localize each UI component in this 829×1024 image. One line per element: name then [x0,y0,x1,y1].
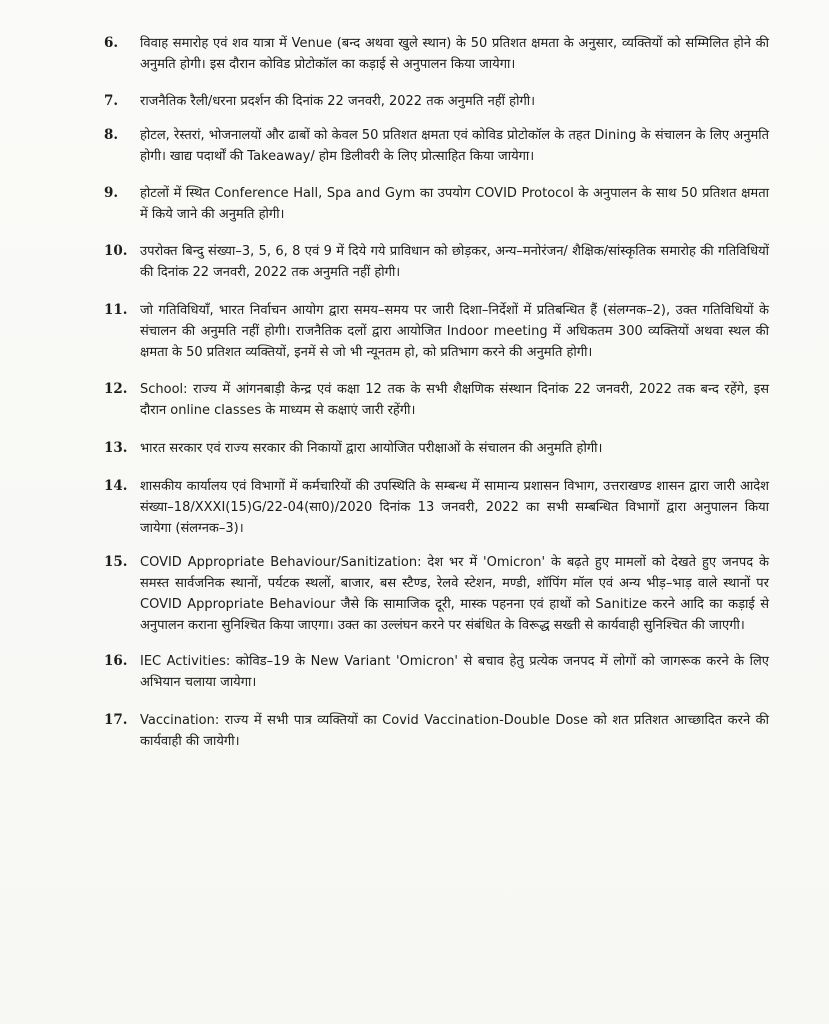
item-text: होटलों में स्थित Conference Hall, Spa and Gym का उपयोग COVID Protocol के अनुपालन के साथ 50 प्रतिशत क्षमता में किये जाने की अनुमति होगी। [140,186,769,222]
item-number: 10. [104,243,128,259]
item-text: राजनैतिक रैली/धरना प्रदर्शन की दिनांक 22 जनवरी, 2022 तक अनुमति नहीं होगी। [140,94,536,109]
item-number: 7. [104,93,119,109]
item-number: 8. [104,127,119,143]
item-number: 16. [104,653,128,669]
list-item [104,125,769,167]
list-item [104,379,769,421]
item-text: उपरोक्त बिन्दु संख्या–3, 5, 6, 8 एवं 9 में दिये गये प्राविधान को छोड़कर, अन्य–मनोरंजन/ शैक्षिक/सांस्कृतिक समारोह की गतिविधियों की दिनांक 22 जनवरी, 2022 तक अनुमति नहीं होगी। [140,244,769,280]
item-text: Vaccination: राज्य में सभी पात्र व्यक्तियों का Covid Vaccination-Double Dose को शत प्रतिशत आच्छादित करने की कार्यवाही की जायेगी। [140,713,769,749]
item-number: 12. [104,381,128,397]
item-number: 11. [104,302,128,318]
item-text: जो गतिविधियाँ, भारत निर्वाचन आयोग द्वारा समय–समय पर जारी दिशा–निर्देशों में प्रतिबन्धित हैं (संलग्नक–2), उक्त गतिविधियों के संचालन की अनुमति नहीं होगी। राजनैतिक दलों द्वारा आयोजित Indoor meeting में अधिकतम 300 व्यक्तियों अथवा स्थल की क्षमता के 50 प्रतिशत व्यक्तियों, इनमें से जो भी न्यूनतम हो, को प्रतिभाग करने की अनुमति होगी। [140,303,769,360]
list-item [104,651,769,693]
item-number: 17. [104,712,128,728]
item-number: 6. [104,35,119,51]
list-item [104,710,769,752]
list-item [104,438,769,459]
list-item [104,241,769,283]
item-number: 9. [104,185,119,201]
item-text: भारत सरकार एवं राज्य सरकार की निकायों द्वारा आयोजित परीक्षाओं के संचालन की अनुमति होगी। [140,441,603,456]
item-text: विवाह समारोह एवं शव यात्रा में Venue (बन्द अथवा खुले स्थान) के 50 प्रतिशत क्षमता के अनुसार, व्यक्तियों को सम्मिलित होने की अनुमति होगी। इस दौरान कोविड प्रोटोकॉल का कड़ाई से अनुपालन किया जायेगा। [140,36,769,72]
item-number: 14. [104,478,128,494]
item-text: IEC Activities: कोविड–19 के New Variant 'Omicron' से बचाव हेतु प्रत्येक जनपद में लोगों को जागरूक करने के लिए अभियान चलाया जायेगा। [140,654,769,690]
list-item [104,476,769,539]
list-item [104,91,769,112]
list-item [104,300,769,363]
item-text: School: राज्य में आंगनबाड़ी केन्द्र एवं कक्षा 12 तक के सभी शैक्षणिक संस्थान दिनांक 22 जनवरी, 2022 तक बन्द रहेंगे, इस दौरान online classes के माध्यम से कक्षाएं जारी रहेंगी। [140,382,769,418]
item-text: शासकीय कार्यालय एवं विभागों में कर्मचारियों की उपस्थिति के सम्बन्ध में सामान्य प्रशासन विभाग, उत्तराखण्ड शासन द्वारा जारी आदेश संख्या–18/XXXI(15)G/22-04(सा0)/2020 दिनांक 13 जनवरी, 2022 का सभी सम्बन्धित विभागों द्वारा अनुपालन किया जायेगा (संलग्नक–3)। [140,479,769,536]
item-text: COVID Appropriate Behaviour/Sanitization: देश भर में 'Omicron' के बढ़ते हुए मामलों को देखते हुए जनपद के समस्त सार्वजनिक स्थानों, पर्यटक स्थलों, बाजार, बस स्टैण्ड, रेलवे स्टेशन, मण्डी, शॉपिंग मॉल एवं अन्य भीड़–भाड़ वाले स्थानों पर COVID Appropriate Behaviour जैसे कि सामाजिक दूरी, मास्क पहनना एवं हाथों को Sanitize करने आदि का कड़ाई से अनुपालन कराना सुनिश्चित किया जाएगा। उक्त का उल्लंघन करने पर संबंधित के विरूद्ध सख्ती से कार्यवाही सुनिश्चित की जाएगी। [140,555,769,633]
list-item [104,33,769,75]
item-text: होटल, रेस्तरां, भोजनालयों और ढाबों को केवल 50 प्रतिशत क्षमता एवं कोविड प्रोटोकॉल के तहत Dining के संचालन के लिए अनुमति होगी। खाद्य पदार्थों की Takeaway/ होम डिलीवरी के लिए प्रोत्साहित किया जायेगा। [140,128,769,164]
list-item [104,552,769,636]
item-number: 13. [104,440,128,456]
item-number: 15. [104,554,128,570]
list-item [104,183,769,225]
